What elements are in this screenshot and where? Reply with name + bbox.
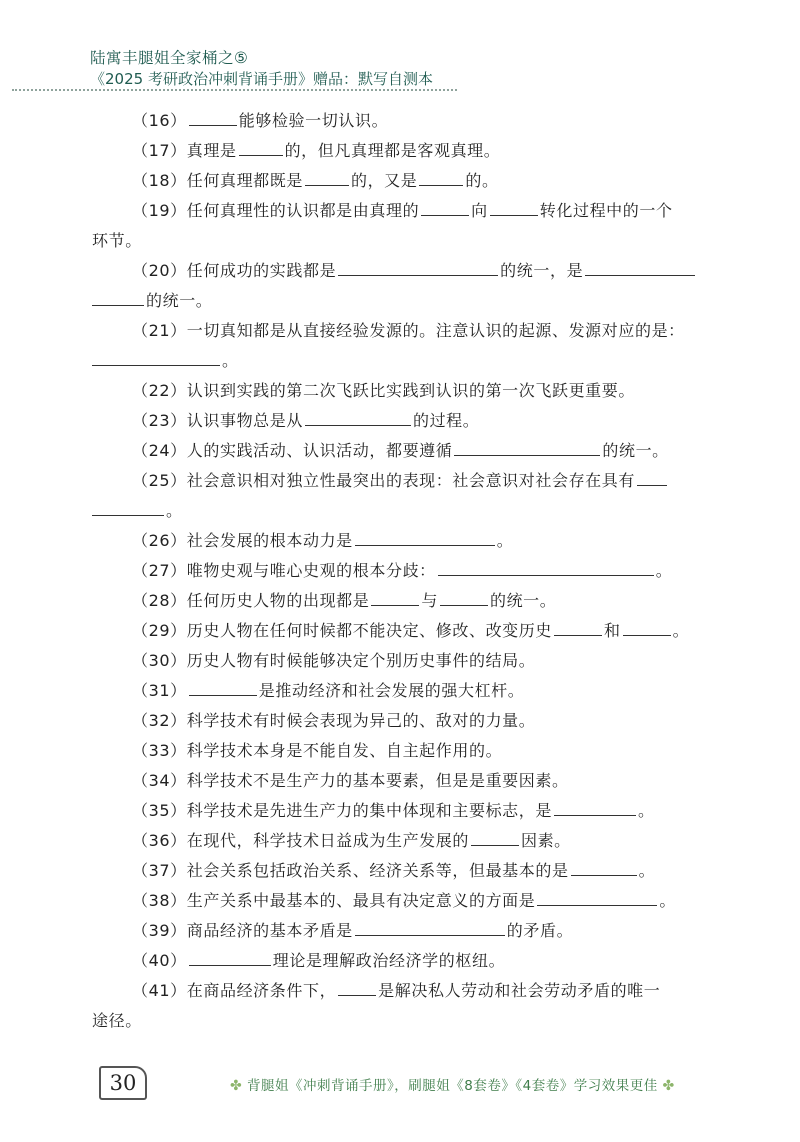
question-number: （22） [132,381,187,400]
question-text: 的。 [465,171,499,190]
question-number: （39） [132,921,187,940]
question-number: （33） [132,741,187,760]
fill-blank[interactable] [305,424,411,426]
question-number: （26） [132,531,187,550]
question-text: 科学技术有时候会表现为异己的、敌对的力量。 [186,711,536,730]
question-number: （21） [132,321,187,340]
question-number: （29） [132,621,187,640]
question-text: 在现代，科学技术日益成为生产发展的 [186,831,469,850]
question-38 [92,886,724,916]
question-text: 的，但凡真理都是客观真理。 [284,141,501,160]
question-20 [92,256,724,286]
question-text: 认识事物总是从 [186,411,303,430]
page-number: 30 [99,1066,147,1100]
clover-icon: ✤ [662,1078,675,1094]
question-number: （18） [132,171,187,190]
question-text: 。 [659,891,676,910]
fill-blank[interactable] [623,634,671,636]
question-number: （41） [132,981,187,1000]
fill-blank[interactable] [637,484,667,486]
question-number: （25） [132,471,187,490]
question-text: 因素。 [520,831,571,850]
question-text: 。 [166,501,183,520]
question-number: （27） [132,561,187,580]
question-text: 的矛盾。 [506,921,574,940]
question-text: 。 [222,351,239,370]
page-header [90,48,433,89]
question-number: （30） [132,651,187,670]
question-text: 科学技术不是生产力的基本要素，但是是重要因素。 [186,771,569,790]
question-39 [92,916,724,946]
question-21 [92,316,724,346]
question-text: 途径。 [92,1011,142,1030]
question-text: 向 [471,201,488,220]
question-36 [92,826,724,856]
question-number: （35） [132,801,187,820]
question-25 [92,466,724,496]
fill-blank[interactable] [355,544,495,546]
question-number: （23） [132,411,187,430]
question-text: 一切真知都是从直接经验发源的。注意认识的起源、发源对应的是： [186,321,685,340]
question-text: 认识到实践的第二次飞跃比实践到认识的第一次飞跃更重要。 [186,381,635,400]
question-text: 的统一。 [146,291,213,310]
question-19 [92,196,724,226]
question-text: 的统一，是 [500,261,584,280]
question-text: 环节。 [92,231,142,250]
fill-blank[interactable] [338,274,498,276]
question-30 [92,646,724,676]
question-31 [92,676,724,706]
question-text: 。 [637,801,655,820]
footer-tagline-row [230,1074,675,1094]
fill-blank[interactable] [571,874,637,876]
header-series-title: 陆寓丰腿姐全家桶之⑤ [90,49,249,67]
fill-blank[interactable] [189,964,271,966]
question-text: 的统一。 [602,441,669,460]
fill-blank[interactable] [189,694,257,696]
question-40 [92,946,724,976]
question-text: 社会发展的根本动力是 [186,531,353,550]
fill-blank[interactable] [92,514,164,516]
question-text: 。 [655,561,673,580]
fill-blank[interactable] [490,214,538,216]
question-text: 真理是 [186,141,237,160]
question-28 [92,586,724,616]
question-number: （16） [132,111,187,130]
question-number: （40） [132,951,187,970]
clover-icon: ✤ [230,1078,243,1094]
question-number: （34） [132,771,187,790]
question-text: 科学技术本身是不能自发、自主起作用的。 [186,741,503,760]
question-35 [92,796,724,826]
question-17 [92,136,724,166]
header-dotted-divider [12,89,457,91]
fill-blank[interactable] [371,604,419,606]
question-27 [92,556,724,586]
fill-blank[interactable] [92,304,144,306]
question-text: 的，又是 [350,171,418,190]
question-text: 任何成功的实践都是 [186,261,337,280]
question-number: （36） [132,831,187,850]
question-text: 历史人物有时候能够决定个别历史事件的结局。 [186,651,536,670]
question-text: 是解决私人劳动和社会劳动矛盾的唯一 [378,981,661,1000]
fill-blank[interactable] [338,994,376,996]
question-22 [92,376,724,406]
question-text: 理论是理解政治经济学的枢纽。 [272,951,506,970]
question-37 [92,856,724,886]
fill-blank[interactable] [239,154,283,156]
question-text: 的统一。 [489,591,557,610]
question-34 [92,766,724,796]
question-text: 任何真理都既是 [186,171,303,190]
question-41-continued [92,1006,724,1036]
question-41 [92,976,724,1006]
fill-blank[interactable] [438,574,654,576]
fill-blank[interactable] [554,814,636,816]
question-19-continued [92,226,724,256]
fill-blank[interactable] [421,214,469,216]
fill-blank[interactable] [305,184,349,186]
question-text: 商品经济的基本矛盾是 [186,921,353,940]
question-text: 在商品经济条件下， [186,981,337,1000]
question-32 [92,706,724,736]
header-book-title: 《2025 考研政治冲刺背诵手册》赠品：默写自测本 [90,70,433,88]
question-text: 生产关系中最基本的、最具有决定意义的方面是 [186,891,536,910]
question-text: 。 [638,861,656,880]
fill-blank[interactable] [92,364,220,366]
question-number: （37） [132,861,187,880]
question-16 [92,106,724,136]
question-text: 科学技术是先进生产力的集中体现和主要标志，是 [186,801,552,820]
question-number: （20） [132,261,187,280]
question-text: 。 [496,531,514,550]
question-text: 。 [672,621,690,640]
fill-blank[interactable] [554,634,602,636]
question-33 [92,736,724,766]
question-text: 社会关系包括政治关系、经济关系等，但最基本的是 [186,861,569,880]
question-number: （28） [132,591,187,610]
question-text: 唯物史观与唯心史观的根本分歧： [186,561,436,580]
question-text: 与 [421,591,438,610]
question-26 [92,526,724,556]
question-text: 任何历史人物的出现都是 [186,591,370,610]
question-text: 人的实践活动、认识活动，都要遵循 [186,441,453,460]
fill-blank[interactable] [585,274,695,276]
fill-blank[interactable] [189,124,237,126]
question-25-continued [92,496,724,526]
question-20-continued [92,286,724,316]
fill-blank[interactable] [471,844,519,846]
question-text: 的过程。 [412,411,480,430]
question-number: （38） [132,891,187,910]
question-24 [92,436,724,466]
question-number: （24） [132,441,187,460]
fill-blank[interactable] [454,454,600,456]
fill-blank[interactable] [355,934,505,936]
question-text: 转化过程中的一个 [539,201,673,220]
question-text: 是推动经济和社会发展的强大杠杆。 [258,681,525,700]
question-text: 任何真理性的认识都是由真理的 [186,201,420,220]
question-text: 历史人物在任何时候都不能决定、修改、改变历史 [186,621,552,640]
question-list [92,106,724,1036]
question-29 [92,616,724,646]
footer-tagline: 背腿姐《冲刺背诵手册》，刷腿姐《8套卷》《4套卷》学习效果更佳 [247,1078,658,1094]
question-number: （32） [132,711,187,730]
question-text: 和 [603,621,621,640]
question-23 [92,406,724,436]
question-text: 能够检验一切认识。 [238,111,389,130]
question-number: （31） [132,681,187,700]
fill-blank[interactable] [537,904,657,906]
question-21-continued [92,346,724,376]
fill-blank[interactable] [440,604,488,606]
fill-blank[interactable] [419,184,463,186]
question-text: 社会意识相对独立性最突出的表现：社会意识对社会存在具有 [186,471,635,490]
question-18 [92,166,724,196]
question-number: （19） [132,201,187,220]
question-number: （17） [132,141,187,160]
